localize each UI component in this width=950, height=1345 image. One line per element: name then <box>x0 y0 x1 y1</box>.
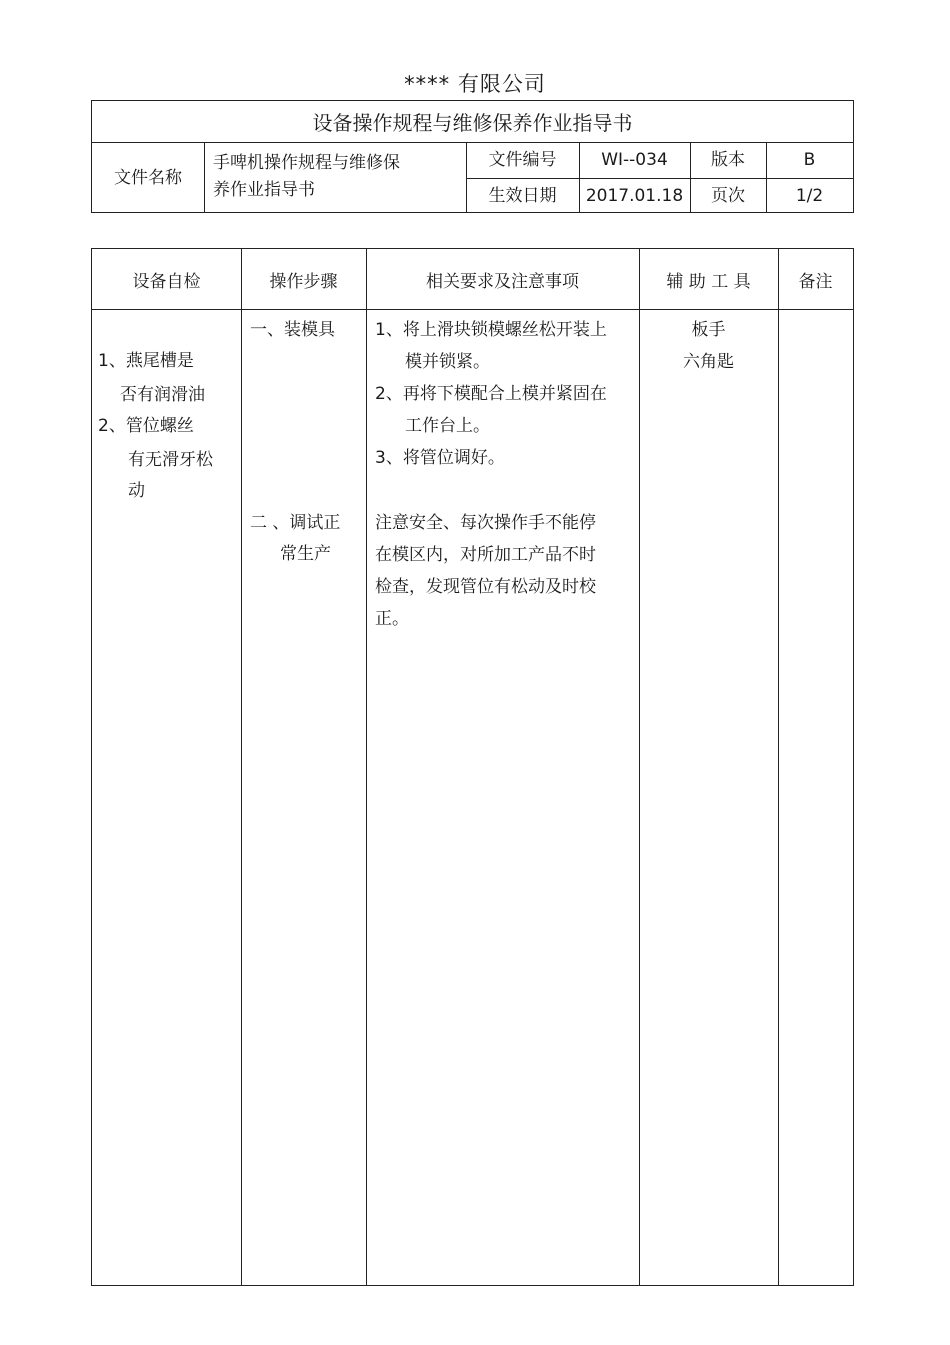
procedure-table <box>91 248 854 1286</box>
requirement-line: 3、将管位调好。 <box>375 448 505 468</box>
version-label: 版本 <box>711 150 745 170</box>
tool-item: 板手 <box>691 320 726 340</box>
requirement-line: 检查，发现管位有松动及时校 <box>375 577 596 597</box>
step-line: 二 、调试正 <box>250 513 341 533</box>
self-check-line: 动 <box>128 481 145 501</box>
column-header-steps: 操作步骤 <box>269 271 338 292</box>
column-header-tools: 辅 助 工 具 <box>666 271 751 292</box>
file-no-value: WI--034 <box>601 150 668 170</box>
requirement-line: 注意安全、每次操作手不能停 <box>375 513 596 533</box>
column-header-self-check: 设备自检 <box>132 271 201 292</box>
step-line: 一、装模具 <box>250 320 335 340</box>
self-check-line: 1、燕尾槽是 <box>98 351 194 371</box>
self-check-line: 有无滑牙松 <box>128 450 213 470</box>
company-name: **** 有限公司 <box>404 72 546 96</box>
file-name-value-line-2: 养作业指导书 <box>213 180 315 200</box>
requirement-line: 模并锁紧。 <box>405 352 490 372</box>
self-check-line: 否有润滑油 <box>120 385 205 405</box>
document-title: 设备操作规程与维修保养作业指导书 <box>312 111 633 135</box>
file-no-label: 文件编号 <box>488 150 557 170</box>
requirement-line: 在模区内，对所加工产品不时 <box>375 545 596 565</box>
tool-item: 六角匙 <box>683 352 734 372</box>
page-value: 1/2 <box>795 185 824 206</box>
self-check-line: 2、管位螺丝 <box>98 416 194 436</box>
requirement-line: 工作台上。 <box>405 416 490 436</box>
requirement-line: 正。 <box>375 609 409 629</box>
page-label: 页次 <box>711 185 745 206</box>
requirement-line: 1、将上滑块锁模螺丝松开装上 <box>375 320 607 340</box>
document-header-table <box>91 100 854 213</box>
file-name-label: 文件名称 <box>114 167 182 188</box>
column-header-requirements: 相关要求及注意事项 <box>426 271 579 292</box>
column-header-remarks: 备注 <box>798 271 833 292</box>
effective-date-label: 生效日期 <box>488 185 557 206</box>
requirement-line: 2、再将下模配合上模并紧固在 <box>375 384 607 404</box>
version-value: B <box>803 150 816 170</box>
file-name-value-line-1: 手啤机操作规程与维修保 <box>213 153 400 173</box>
effective-date-value: 2017.01.18 <box>585 185 684 206</box>
step-line: 常生产 <box>280 544 331 564</box>
